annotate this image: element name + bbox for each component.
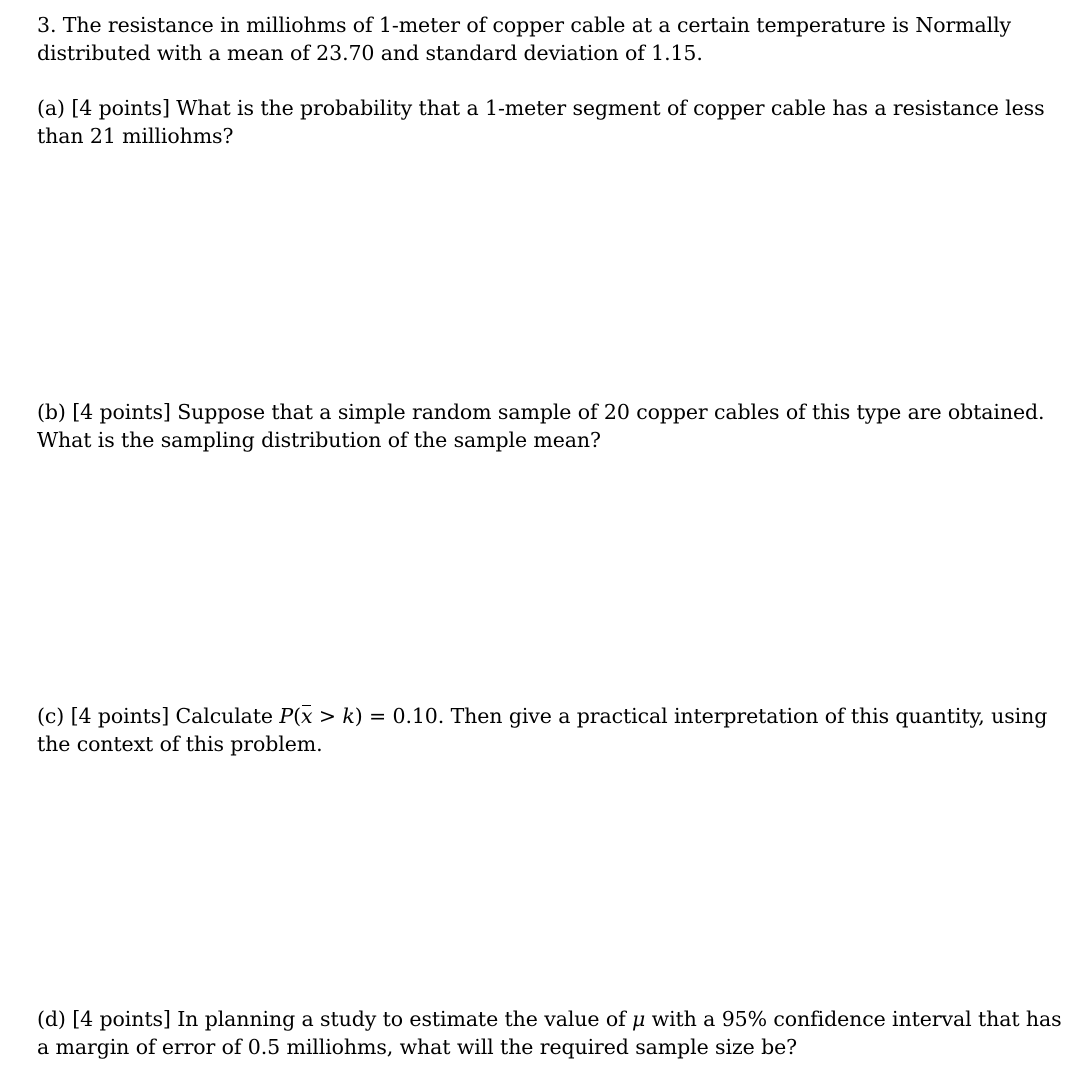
question-3-line-1: 3. The resistance in milliohms of 1-meter of copper cable at a certain temperature is Normally [37, 13, 1012, 37]
part-c-line-2: the context of this problem. [37, 732, 323, 756]
part-a-line-1: (a) [4 points] What is the probability that a 1-meter segment of copper cable has a resistance less [37, 96, 1045, 120]
probability-expression [279, 704, 444, 728]
part-c-line-1 [37, 702, 1047, 730]
part-c [37, 702, 1047, 758]
math-p: P [279, 704, 294, 728]
math-open-paren: ( [293, 704, 301, 728]
math-equals-value: = 0.10. [362, 704, 445, 728]
part-d-line-1 [37, 1005, 1062, 1033]
math-greater-than: > [312, 704, 343, 728]
question-3-stem [37, 11, 1047, 67]
part-a-line-2: than 21 milliohms? [37, 124, 234, 148]
part-d-line-2: a margin of error of 0.5 milliohms, what will the required sample size be? [37, 1035, 798, 1059]
part-c-suffix: Then give a practical interpretation of this quantity, using [444, 704, 1048, 728]
part-b-line-2: What is the sampling distribution of the sample mean? [37, 428, 601, 452]
math-mu: μ [631, 1007, 646, 1031]
math-x-bar: x [300, 704, 313, 728]
math-k: k [342, 704, 355, 728]
part-b [37, 398, 1047, 454]
part-d-suffix: with a 95% confidence interval that has [645, 1007, 1062, 1031]
part-c-prefix: (c) [4 points] Calculate [37, 704, 280, 728]
part-b-line-1: (b) [4 points] Suppose that a simple random sample of 20 copper cables of this type are obtained. [37, 400, 1045, 424]
part-a [37, 94, 1047, 150]
part-d-prefix: (d) [4 points] In planning a study to estimate the value of [37, 1007, 632, 1031]
question-3-line-2: distributed with a mean of 23.70 and standard deviation of 1.15. [37, 41, 703, 65]
math-close-paren: ) [354, 704, 363, 728]
part-d [37, 1005, 1062, 1061]
